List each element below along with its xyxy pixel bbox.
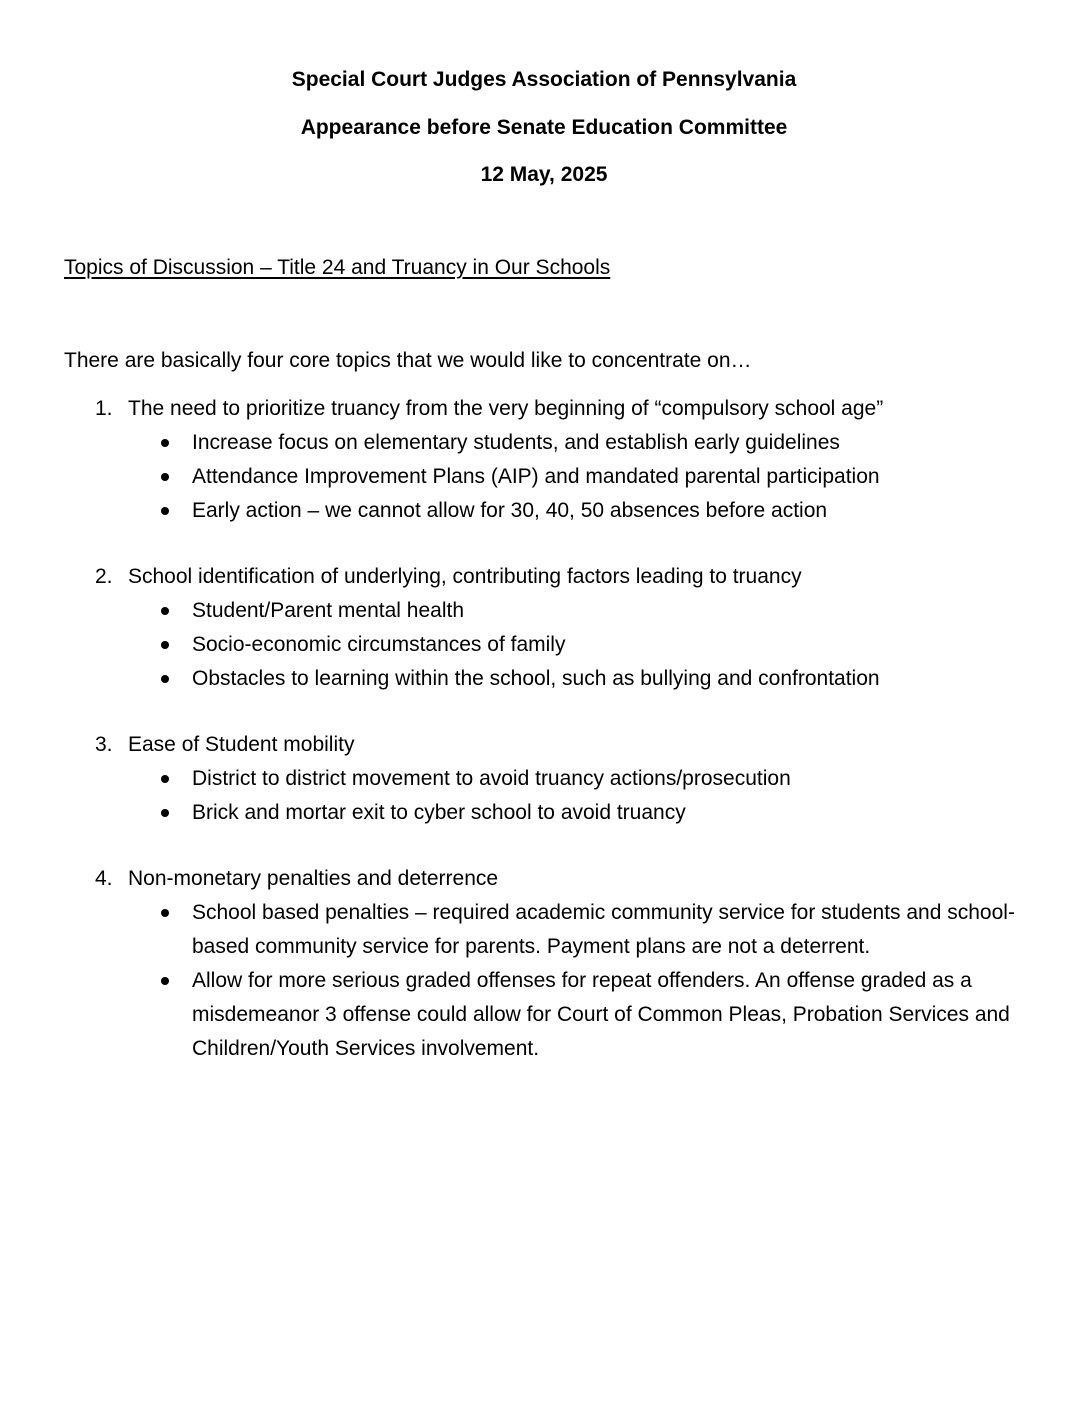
bullet-dot-icon	[161, 607, 169, 615]
topic-item-2	[95, 565, 802, 589]
bullet-text: Early action – we cannot allow for 30, 40, 50 absences before action	[192, 499, 828, 522]
bullet-text: District to district movement to avoid truancy actions/prosecution	[192, 767, 791, 790]
topic-number: 1.	[95, 397, 113, 420]
topic-text: Ease of Student mobility	[128, 733, 355, 756]
intro-paragraph: There are basically four core topics that we would like to concentrate on…	[64, 349, 752, 372]
bullet-item	[161, 796, 1041, 830]
bullet-text: Student/Parent mental health	[192, 599, 465, 622]
topic-number: 4.	[95, 867, 113, 890]
document-date: 12 May, 2025	[480, 163, 608, 186]
document-subtitle: Appearance before Senate Education Committee	[300, 116, 788, 139]
topic-number: 2.	[95, 565, 113, 588]
bullet-text: Obstacles to learning within the school, such as bullying and confrontation	[192, 667, 880, 690]
bullet-text: Increase focus on elementary students, and establish early guidelines	[192, 431, 840, 454]
bullet-dot-icon	[161, 507, 169, 515]
bullet-item	[161, 762, 1041, 796]
bullet-text: Allow for more serious graded offenses for repeat offenders. An offense graded as a misdemeanor 3 offense could allow for Court of Common Pleas, Probation Services and Children/Youth Services involvement.	[192, 969, 1010, 1060]
topics-heading: Topics of Discussion – Title 24 and Truancy in Our Schools	[64, 256, 611, 279]
document-title: Special Court Judges Association of Pennsylvania	[291, 68, 797, 91]
bullet-dot-icon	[161, 909, 169, 917]
topic-text: School identification of underlying, contributing factors leading to truancy	[128, 565, 802, 588]
bullet-item	[161, 594, 1041, 628]
topic-text: The need to prioritize truancy from the very beginning of “compulsory school age”	[128, 397, 884, 420]
topic-number: 3.	[95, 733, 113, 756]
bullet-text: School based penalties – required academic community service for students and school-based community service for parents. Payment plans are not a deterrent.	[192, 901, 1015, 958]
bullet-dot-icon	[161, 473, 169, 481]
bullet-item	[161, 662, 1041, 696]
bullet-dot-icon	[161, 809, 169, 817]
topic-item-1	[95, 397, 883, 421]
topic-text: Non-monetary penalties and deterrence	[128, 867, 499, 890]
bullet-item	[161, 896, 1041, 964]
bullet-item	[161, 628, 1041, 662]
bullet-text: Brick and mortar exit to cyber school to avoid truancy	[192, 801, 686, 824]
bullet-text: Attendance Improvement Plans (AIP) and mandated parental participation	[192, 465, 880, 488]
bullet-item	[161, 460, 1041, 494]
topic-item-3	[95, 733, 354, 757]
bullet-item	[161, 494, 1041, 528]
bullet-dot-icon	[161, 641, 169, 649]
bullet-dot-icon	[161, 675, 169, 683]
bullet-dot-icon	[161, 775, 169, 783]
bullet-item	[161, 426, 1041, 460]
bullet-text: Socio-economic circumstances of family	[192, 633, 566, 656]
topic-item-4	[95, 867, 498, 891]
bullet-dot-icon	[161, 977, 169, 985]
bullet-item	[161, 964, 1041, 1066]
bullet-dot-icon	[161, 439, 169, 447]
